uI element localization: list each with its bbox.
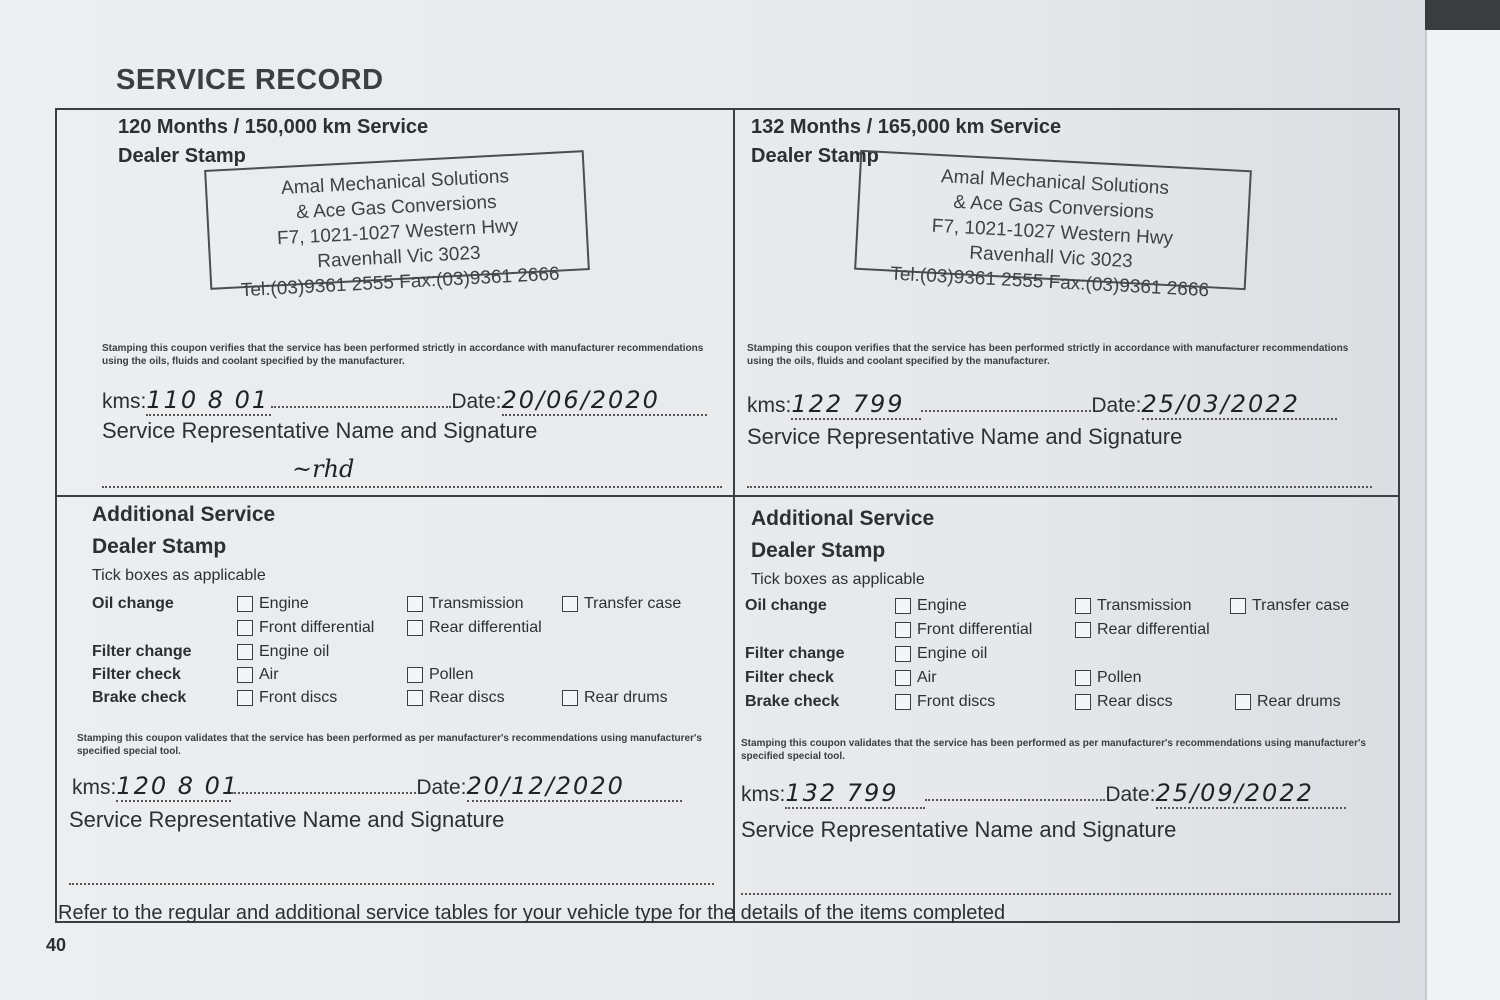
stamp-line: Amal Mechanical Solutions	[940, 166, 1170, 200]
rep-label: Service Representative Name and Signature	[747, 424, 1183, 449]
checkbox-box[interactable]	[237, 667, 253, 683]
pollen-checkbox[interactable]	[1075, 669, 1141, 687]
dealer-stamp	[854, 150, 1252, 302]
oil-change-label: Oil change	[745, 597, 827, 614]
pollen-checkbox[interactable]	[407, 666, 473, 684]
filter-check-label: Filter check	[92, 666, 181, 683]
checkbox-box[interactable]	[1075, 598, 1091, 614]
checkbox-label: Pollen	[1097, 669, 1142, 686]
service-title: 120 Months / 150,000 km Service	[118, 116, 429, 138]
dotted-line	[921, 410, 1091, 412]
kms-value: 132 799	[785, 779, 925, 809]
engine-oil-checkbox[interactable]	[895, 645, 987, 663]
tick-instruction: Tick boxes as applicable	[751, 571, 925, 588]
fine-print: Stamping this coupon validates that the service has been performed as per manufacturer's recommendations using manufacturer's specified special tool.	[77, 733, 702, 757]
checkbox-label: Front discs	[917, 693, 996, 710]
kms-value: 120 8 01	[116, 772, 240, 800]
transmission-checkbox[interactable]	[407, 595, 524, 613]
checkbox-box[interactable]	[237, 644, 253, 660]
checkbox-label: Transfer case	[1252, 597, 1350, 614]
stamp-line: Ravenhall Vic 3023	[968, 242, 1134, 273]
page-number: 40	[46, 935, 67, 955]
rear-differential-checkbox[interactable]	[1075, 621, 1210, 639]
checkbox-label: Front differential	[917, 621, 1033, 638]
checkbox-box[interactable]	[1230, 598, 1246, 614]
stamp-line: Tel:(03)9361 2555 Fax:(03)9361 2666	[889, 263, 1210, 302]
signature: ~rhd	[292, 455, 355, 483]
checkbox-label: Engine oil	[917, 645, 988, 662]
additional-service-title: Additional Service	[751, 507, 935, 530]
checkbox-box[interactable]	[1075, 694, 1091, 710]
stamp-line: Ravenhall Vic 3023	[316, 242, 482, 273]
dealer-stamp	[204, 150, 590, 302]
signature-line	[747, 485, 1372, 488]
transmission-checkbox[interactable]	[1075, 597, 1192, 615]
fine-print: Stamping this coupon validates that the service has been performed as per manufacturer's recommendations using manufacturer's specified special tool.	[741, 738, 1366, 762]
tick-instruction: Tick boxes as applicable	[92, 567, 266, 584]
checkbox-label: Engine	[917, 597, 967, 614]
additional-service-title: Additional Service	[92, 503, 276, 526]
brake-check-label: Brake check	[745, 693, 840, 710]
checkbox-label: Air	[917, 669, 937, 686]
engine-checkbox[interactable]	[237, 595, 309, 613]
kms-date-row	[741, 779, 1346, 809]
checkbox-label: Front differential	[259, 619, 375, 636]
stamp-line: & Ace Gas Conversions	[295, 191, 498, 224]
rep-label: Service Representative Name and Signature	[69, 807, 505, 832]
rear-differential-checkbox[interactable]	[407, 619, 542, 637]
front-discs-checkbox[interactable]	[237, 689, 337, 707]
kms-value: 110 8 01	[146, 386, 271, 416]
kms-label: kms:	[741, 783, 786, 806]
signature-line	[741, 892, 1391, 895]
filter-check-label: Filter check	[745, 669, 834, 686]
stamp-line: Tel:(03)9361 2555 Fax:(03)9361 2666	[240, 263, 561, 302]
air-checkbox[interactable]	[237, 666, 279, 684]
air-checkbox[interactable]	[895, 669, 937, 687]
front-differential-checkbox[interactable]	[237, 619, 374, 637]
dealer-stamp-label: Dealer Stamp	[751, 539, 886, 562]
checkbox-box[interactable]	[895, 598, 911, 614]
page-title: SERVICE RECORD	[116, 64, 384, 96]
date-value: 25/09/2022	[1156, 779, 1346, 809]
stamp-line: Amal Mechanical Solutions	[280, 166, 510, 200]
kms-label: kms:	[102, 390, 147, 413]
checkbox-label: Transmission	[429, 595, 524, 612]
service-120-months	[102, 110, 732, 495]
rear-drums-checkbox[interactable]	[1235, 693, 1341, 711]
checkbox-box[interactable]	[237, 690, 253, 706]
checkbox-label: Engine oil	[259, 643, 330, 660]
checkbox-label: Rear discs	[1097, 693, 1173, 710]
checkbox-label: Transmission	[1097, 597, 1192, 614]
date-label: Date:	[416, 776, 467, 799]
checkbox-box[interactable]	[407, 667, 423, 683]
dealer-stamp-label: Dealer Stamp	[751, 145, 879, 167]
checkbox-box[interactable]	[407, 690, 423, 706]
filter-change-label: Filter change	[745, 645, 845, 662]
checkbox-label: Rear drums	[584, 689, 668, 706]
rear-drums-checkbox[interactable]	[562, 689, 668, 707]
checkbox-box[interactable]	[237, 596, 253, 612]
dealer-stamp-label: Dealer Stamp	[118, 145, 246, 167]
dealer-stamp-label: Dealer Stamp	[92, 535, 227, 558]
signature-line	[102, 485, 722, 488]
checkbox-label: Engine	[259, 595, 309, 612]
checkbox-label: Rear differential	[1097, 621, 1210, 638]
rep-label: Service Representative Name and Signature	[741, 817, 1177, 842]
checkbox-box[interactable]	[1075, 622, 1091, 638]
checkbox-box[interactable]	[562, 596, 578, 612]
checkbox-box[interactable]	[407, 596, 423, 612]
date-value: 20/12/2020	[467, 772, 682, 802]
checkbox-label: Pollen	[429, 666, 474, 683]
stamp-line: F7, 1021-1027 Western Hwy	[931, 215, 1174, 250]
kms-value: 122 799	[791, 390, 921, 420]
kms-date-row	[102, 386, 707, 416]
additional-service-right	[737, 497, 1402, 922]
checkbox-label: Front discs	[259, 689, 338, 706]
rear-discs-checkbox[interactable]	[407, 689, 505, 707]
service-title: 132 Months / 165,000 km Service	[751, 116, 1062, 138]
checkbox-box[interactable]	[895, 646, 911, 662]
checkbox-box[interactable]	[562, 690, 578, 706]
checkbox-box[interactable]	[1075, 670, 1091, 686]
front-differential-checkbox[interactable]	[895, 621, 1032, 639]
checkbox-box[interactable]	[895, 694, 911, 710]
footer-note: Refer to the regular and additional service tables for your vehicle type for the details of the items completed	[58, 902, 1006, 924]
filter-change-label: Filter change	[92, 643, 192, 660]
divider-vertical	[733, 110, 735, 921]
date-value: 25/03/2022	[1142, 390, 1337, 420]
fine-print: Stamping this coupon verifies that the service has been performed strictly in accordance with manufacturer recommendations using the oils, fluids and coolant specified by the manufacturer.	[102, 343, 704, 367]
checkbox-box[interactable]	[237, 620, 253, 636]
stamp-line: & Ace Gas Conversions	[952, 191, 1155, 224]
brake-check-label: Brake check	[92, 689, 187, 706]
rear-discs-checkbox[interactable]	[1075, 693, 1173, 711]
front-discs-checkbox[interactable]	[895, 693, 995, 711]
checkbox-label: Rear drums	[1257, 693, 1341, 710]
oil-change-label: Oil change	[92, 595, 174, 612]
date-label: Date:	[1105, 783, 1156, 806]
date-value: 20/06/2020	[502, 386, 707, 416]
checkbox-label: Rear differential	[429, 619, 542, 636]
kms-label: kms:	[747, 394, 792, 417]
engine-checkbox[interactable]	[895, 597, 967, 615]
signature-line	[69, 882, 714, 885]
kms-date-row	[747, 390, 1337, 420]
facing-page-edge	[1425, 30, 1500, 1000]
engine-oil-checkbox[interactable]	[237, 643, 329, 661]
kms-label: kms:	[72, 776, 117, 799]
date-label: Date:	[1091, 394, 1142, 417]
dotted-line	[231, 792, 416, 794]
transfer-case-checkbox[interactable]	[1230, 597, 1349, 615]
checkbox-box[interactable]	[1235, 694, 1251, 710]
service-grid	[55, 108, 1400, 923]
date-label: Date:	[451, 390, 502, 413]
stamp-line: F7, 1021-1027 Western Hwy	[276, 215, 519, 250]
rep-label: Service Representative Name and Signature	[102, 418, 538, 443]
checkbox-label: Rear discs	[429, 689, 505, 706]
kms-date-row	[72, 772, 682, 802]
checkbox-label: Transfer case	[584, 595, 682, 612]
dotted-line	[925, 799, 1105, 801]
service-132-months	[737, 110, 1402, 495]
dotted-line	[271, 406, 451, 408]
fine-print: Stamping this coupon verifies that the service has been performed strictly in accordance with manufacturer recommendations using the oils, fluids and coolant specified by the manufacturer.	[747, 343, 1349, 367]
transfer-case-checkbox[interactable]	[562, 595, 681, 613]
checkbox-box[interactable]	[895, 622, 911, 638]
checkbox-box[interactable]	[895, 670, 911, 686]
checkbox-box[interactable]	[407, 620, 423, 636]
additional-service-left	[57, 497, 732, 922]
checkbox-label: Air	[259, 666, 279, 683]
